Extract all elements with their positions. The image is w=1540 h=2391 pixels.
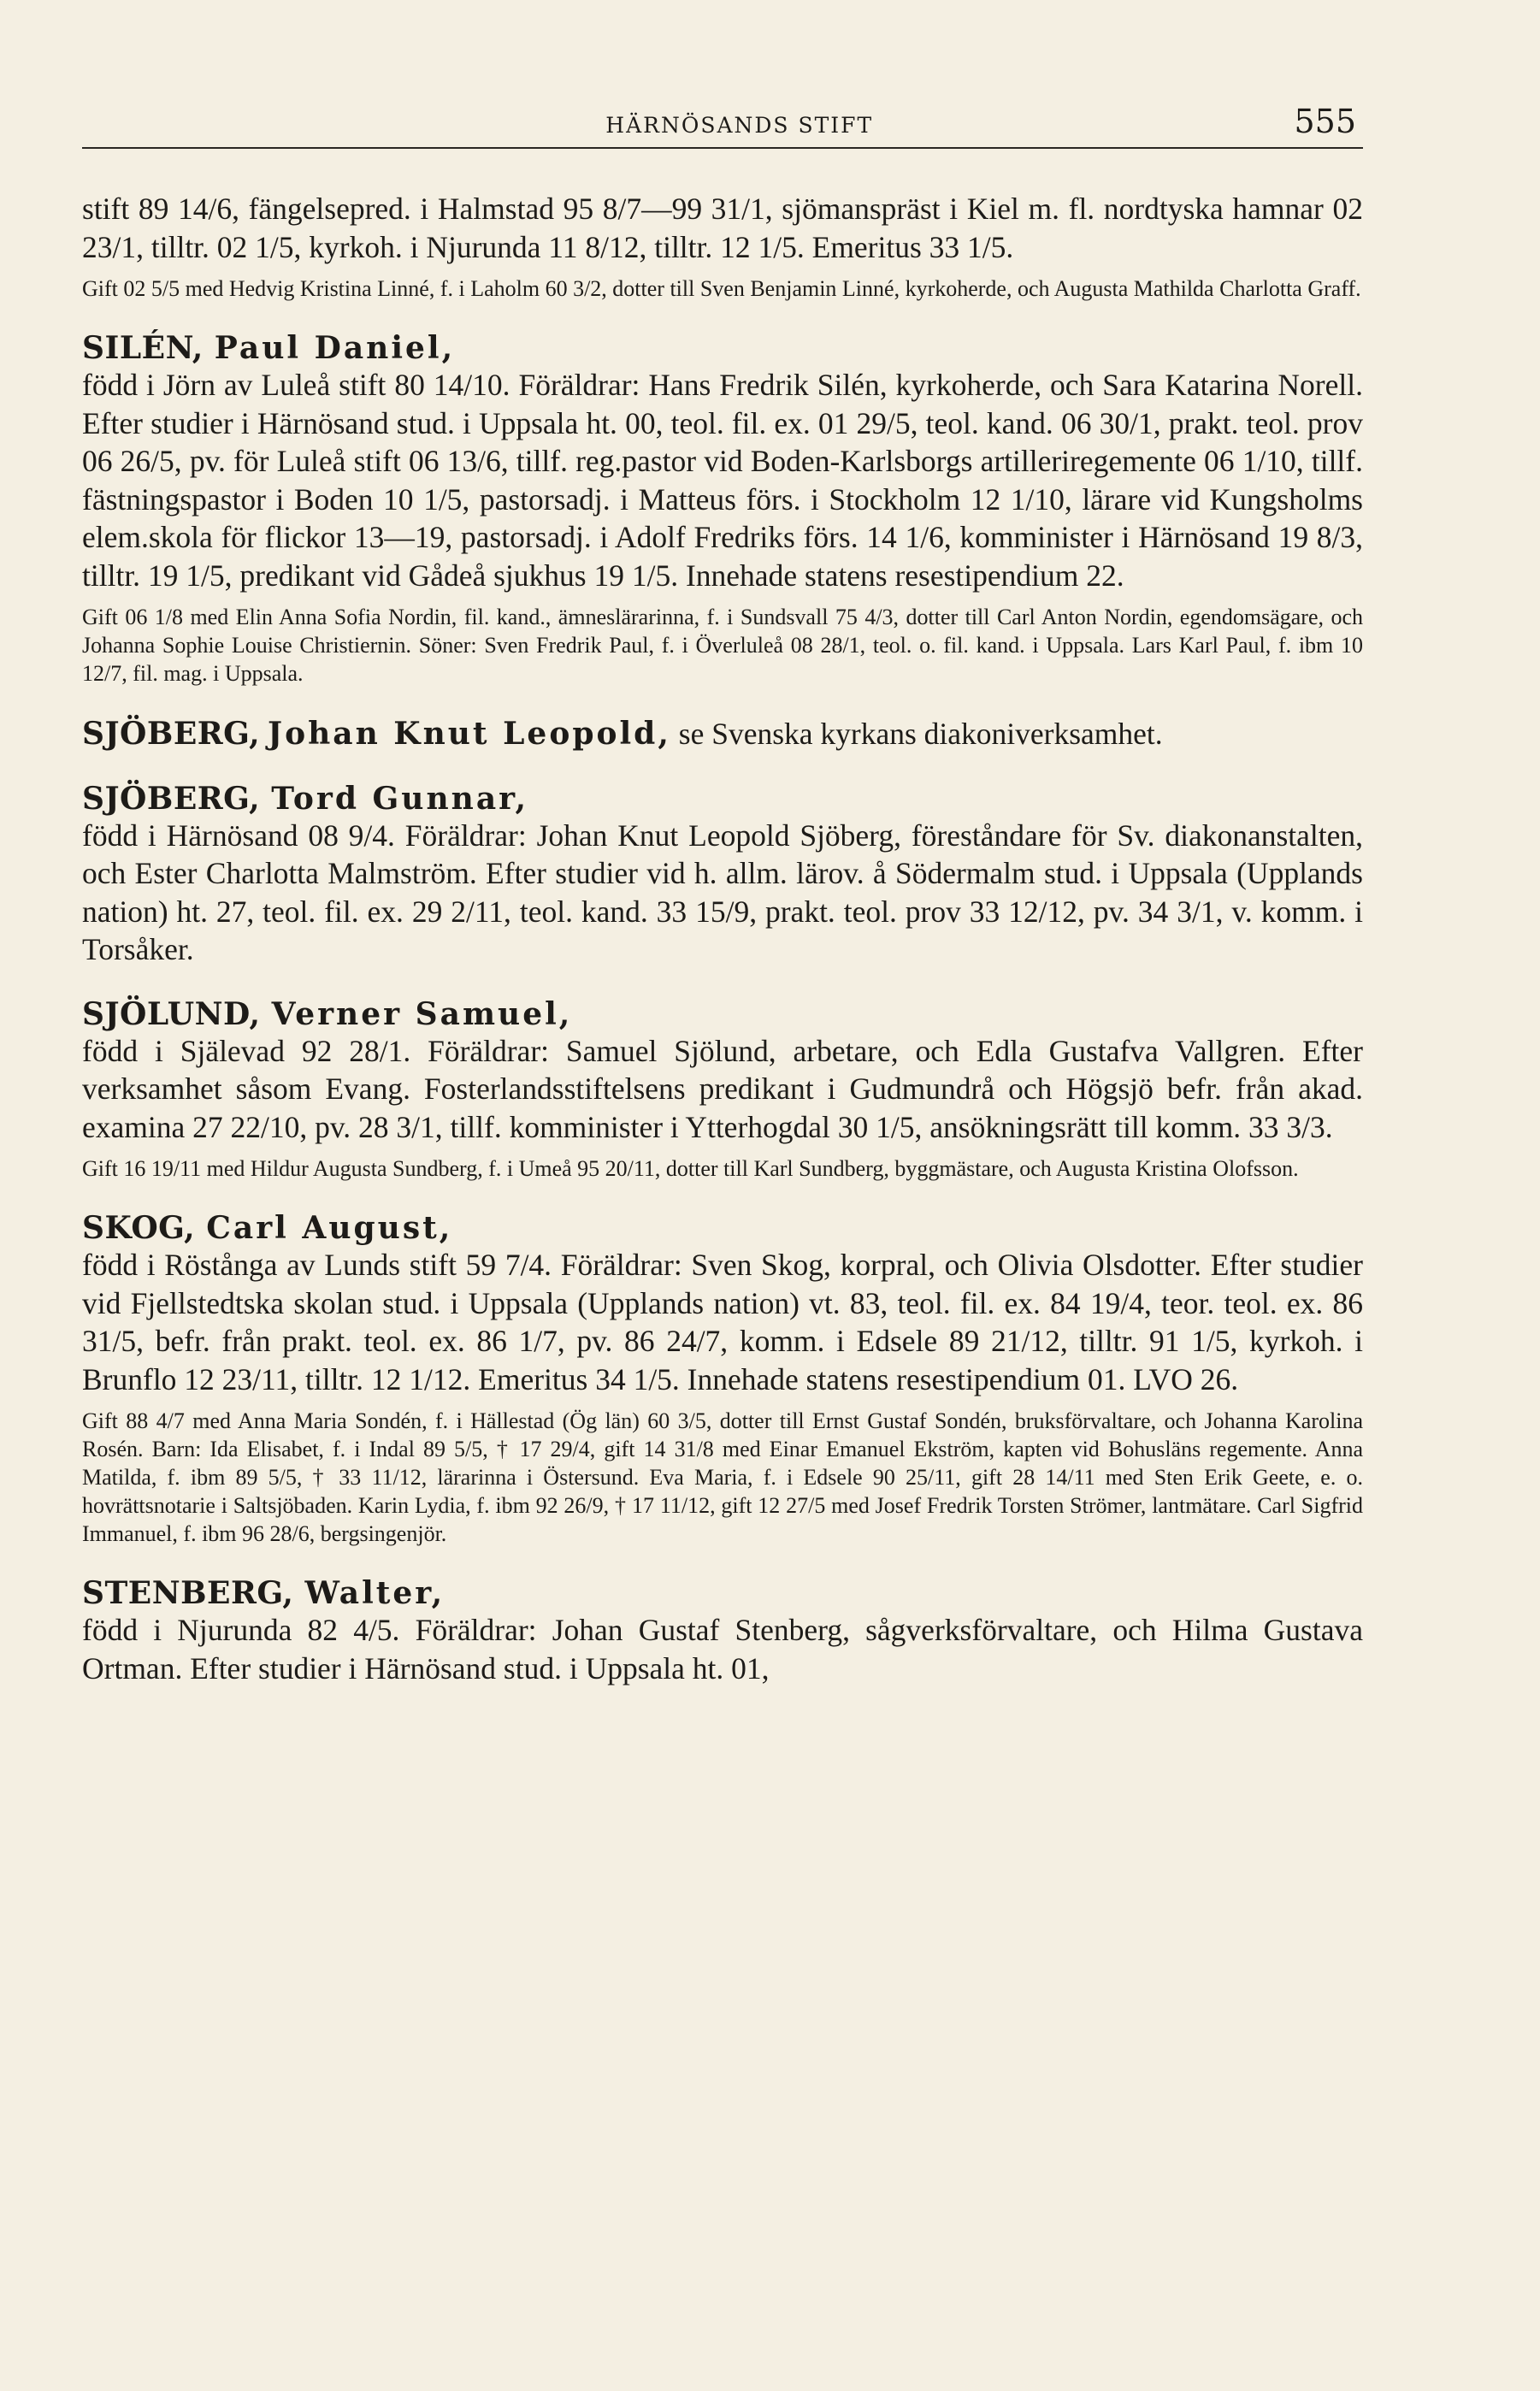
entry-skog (82, 1210, 1363, 1548)
entry-stenberg (82, 1575, 1363, 1687)
entry-heading (82, 1210, 1363, 1246)
entry-heading (82, 996, 1363, 1032)
family-note: Gift 88 4/7 med Anna Maria Sondén, f. i Hällestad (Ög län) 60 3/5, dotter till Ernst Gustaf Sondén, bruksförvaltare, och Johanna Karolina Rosén. Barn: Ida Elisabet, f. i Indal 89 5/5, † 17 29/4, gift 14 31/8 med Einar Emanuel Ekström, kapten vid Bohusläns regemente. Anna Matilda, f. ibm 89 5/5, † 33 11/12, lärarinna i Östersund. Eva Maria, f. i Edsele 90 25/11, gift 28 14/11 med Sten Erik Geete, e. o. hovrättsnotarie i Saltsjöbaden. Karin Lydia, f. ibm 92 26/9, † 17 11/12, gift 12 27/5 med Josef Fredrik Torsten Strömer, lantmätare. Carl Sigfrid Immanuel, f. ibm 96 28/6, bergsingenjör. (82, 1408, 1363, 1546)
entry-text: född i Njurunda 82 4/5. Föräldrar: Johan Gustaf Stenberg, sågverksförvaltare, och Hilma Gustava Ortman. Efter studier i Härnösand stud. i Uppsala ht. 01, (82, 1613, 1363, 1686)
given-names: Carl August, (206, 1210, 453, 1246)
entry-sjoberg-tord (82, 781, 1363, 969)
cross-reference: se Svenska kyrkans diakoniverksamhet. (678, 717, 1163, 751)
entry-heading (82, 781, 1363, 817)
surname: STENBERG, (82, 1575, 294, 1611)
running-title: HÄRNÖSANDS STIFT (605, 113, 874, 138)
page (82, 103, 1363, 1715)
family-note: Gift 06 1/8 med Elin Anna Sofia Nordin, fil. kand., ämneslärarinna, f. i Sundsvall 75 4/3, dotter till Carl Anton Nordin, egendomsägare, och Johanna Sophie Louise Christiernin. Söner: Sven Fredrik Paul, f. i Överluleå 08 28/1, teol. o. fil. kand. i Uppsala. Lars Karl Paul, f. ibm 10 12/7, fil. mag. i Uppsala. (82, 605, 1363, 686)
given-names: Paul Daniel, (214, 330, 456, 366)
surname: SJÖLUND, (82, 995, 261, 1032)
marriage-note: Gift 16 19/11 med Hildur Augusta Sundberg, f. i Umeå 95 20/11, dotter till Karl Sundberg, byggmästare, och Augusta Kristina Olofsson. (82, 1156, 1299, 1181)
entry-text: stift 89 14/6, fängelsepred. i Halmstad 95 8/7—99 31/1, sjömanspräst i Kiel m. fl. nordtyska hamnar 02 23/1, tilltr. 02 1/5, kyrkoh. i Njurunda 11 8/12, tilltr. 12 1/5. Emeritus 33 1/5. (82, 192, 1363, 264)
entry-text: född i Röstånga av Lunds stift 59 7/4. Föräldrar: Sven Skog, korpral, och Olivia Olsdotter. Efter studier vid Fjellstedtska skolan stud. i Uppsala (Upplands nation) vt. 83, teol. fil. ex. 84 19/4, teor. teol. ex. 86 31/5, befr. från prakt. teol. ex. 86 1/7, pv. 86 24/7, komm. i Edsele 89 21/12, tilltr. 91 1/5, kyrkoh. i Brunflo 12 23/11, tilltr. 12 1/12. Emeritus 34 1/5. Innehade statens resestipendium 01. LVO 26. (82, 1248, 1363, 1396)
entry-heading (82, 330, 1363, 366)
surname: SJÖBERG, (82, 716, 261, 752)
entry-heading (82, 1575, 1363, 1611)
page-number: 555 (1294, 103, 1356, 140)
entry-sjolund (82, 996, 1363, 1184)
entry-sjoberg-johan (82, 715, 1363, 753)
given-names: Tord Gunnar, (271, 780, 529, 817)
surname: SILÉN, (82, 330, 204, 366)
running-head (82, 103, 1363, 149)
surname: SJÖBERG, (82, 780, 261, 817)
surname: SKOG, (82, 1210, 196, 1246)
entry-line (82, 715, 1363, 753)
given-names: Verner Samuel, (271, 995, 573, 1032)
entry-text: född i Själevad 92 28/1. Föräldrar: Samuel Sjölund, arbetare, och Edla Gustafva Vallgren. Efter verksamhet såsom Evang. Fosterlandsstiftelsens predikant i Gudmundrå och Högsjö befr. från akad. examina 27 22/10, pv. 28 3/1, tillf. komminister i Ytterhogdal 30 1/5, ansökningsrätt till komm. 33 3/3. (82, 1033, 1363, 1144)
marriage-note: Gift 02 5/5 med Hedvig Kristina Linné, f. i Laholm 60 3/2, dotter till Sven Benjamin Linné, kyrkoherde, och Augusta Mathilda Charlotta Graff. (82, 276, 1361, 301)
entry-text: född i Jörn av Luleå stift 80 14/10. Föräldrar: Hans Fredrik Silén, kyrkoherde, och Sara Katarina Norell. Efter studier i Härnösand stud. i Uppsala ht. 00, teol. fil. ex. 01 29/5, teol. kand. 06 30/1, prakt. teol. prov 06 26/5, pv. för Luleå stift 06 13/6, tillf. reg.pastor vid Boden-Karlsborgs artilleriregemente 06 1/10, tillf. fästningspastor i Boden 10 1/5, pastorsadj. i Matteus förs. i Stockholm 12 1/10, lärare vid Kungsholms elem.skola för flickor 13—19, pastorsadj. i Adolf Fredriks förs. 14 1/6, komminister i Härnösand 19 8/3, tilltr. 19 1/5, predikant vid Gådeå sjukhus 19 1/5. Innehade statens resestipendium 22. (82, 368, 1363, 593)
entry-text: född i Härnösand 08 9/4. Föräldrar: Johan Knut Leopold Sjöberg, föreståndare för Sv. diakonanstalten, och Ester Charlotta Malmström. Efter studier vid h. allm. lärov. å Södermalm stud. i Uppsala (Upplands nation) ht. 27, teol. fil. ex. 29 2/11, teol. kand. 33 15/9, prakt. teol. prov 33 12/12, pv. 34 3/1, v. komm. i Torsåker. (82, 818, 1363, 966)
given-names: Johan Knut Leopold, (268, 716, 671, 752)
entry-continued (82, 190, 1363, 303)
entry-silen (82, 330, 1363, 688)
given-names: Walter, (304, 1575, 445, 1611)
